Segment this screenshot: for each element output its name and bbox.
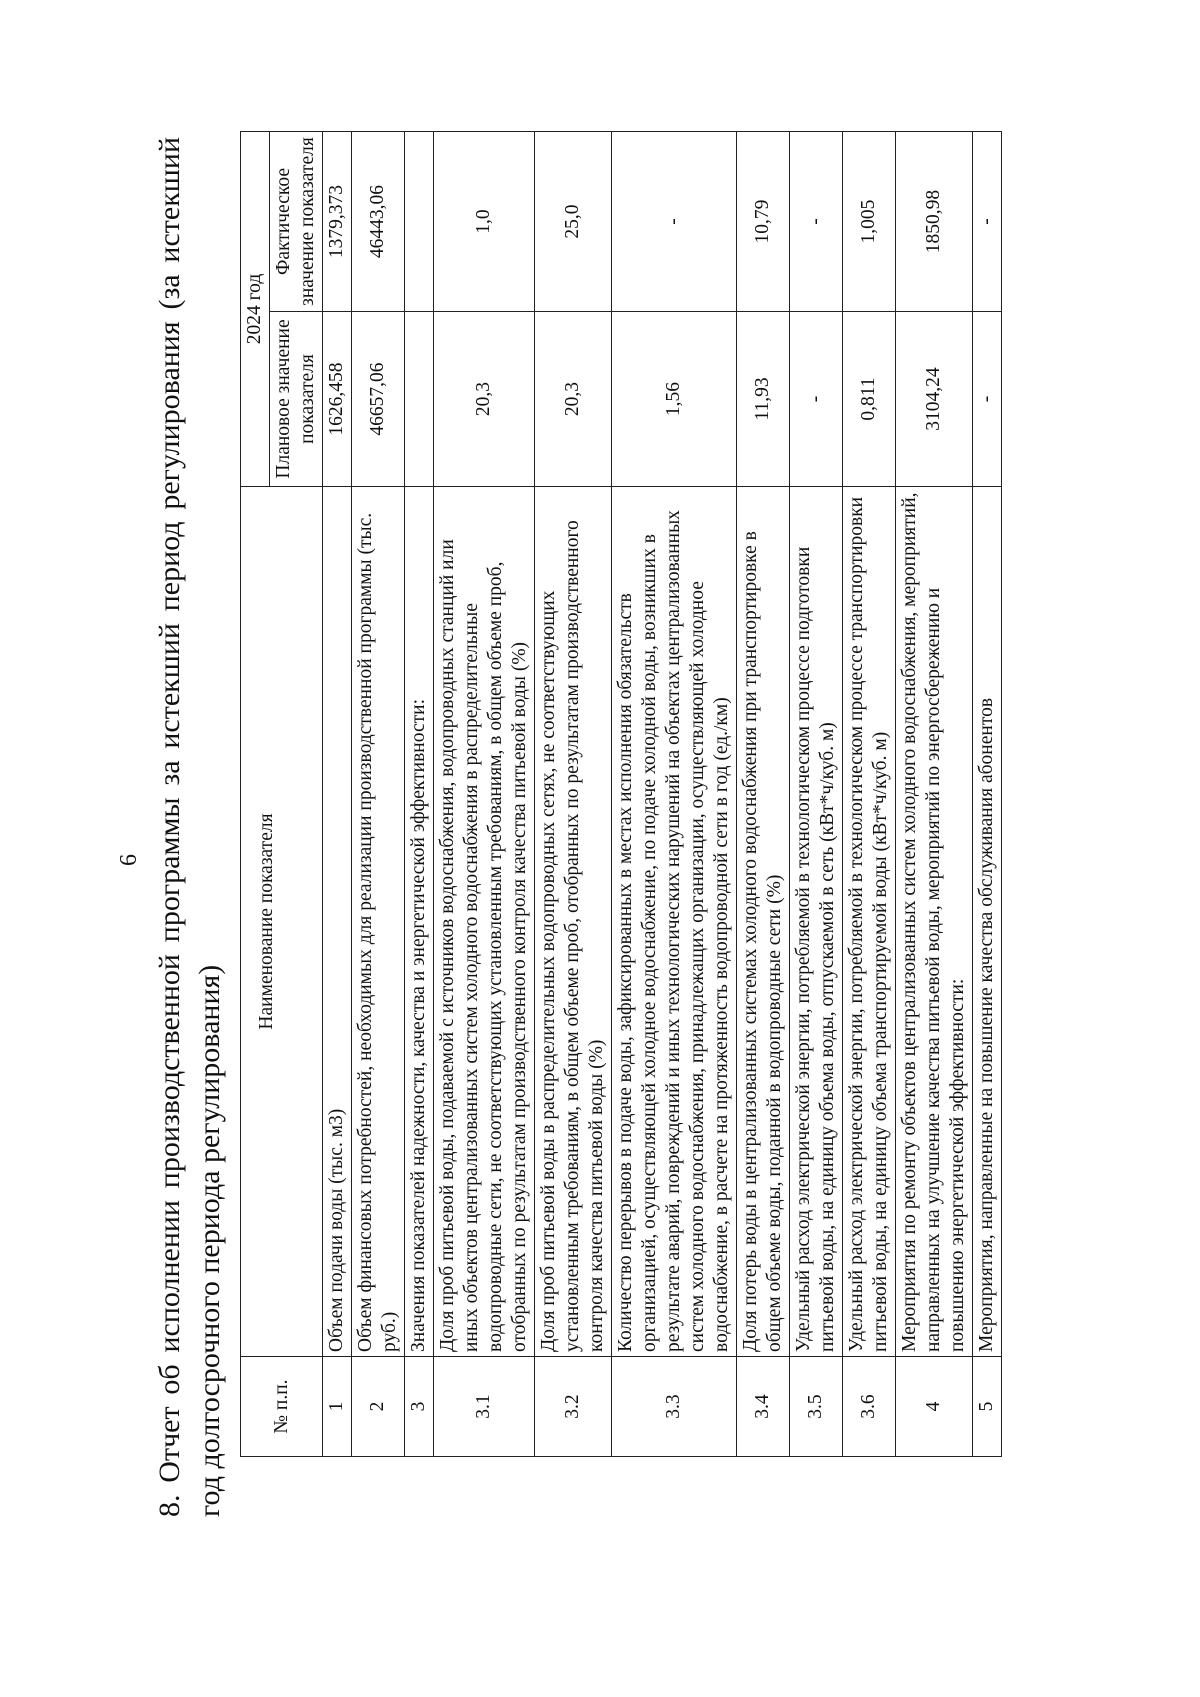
row-num: 3.1 [434,1357,535,1457]
row-plan: - [790,312,843,487]
row-plan: 0,811 [843,312,896,487]
table-row [790,132,843,1457]
table-row [973,132,1002,1457]
header-row-1 [241,132,270,1457]
row-name: Объем подачи воды (тыс. м3) [323,487,352,1357]
row-num: 3.3 [612,1357,737,1457]
table-row [434,132,535,1457]
header-year: 2024 год [241,132,270,487]
row-num: 3.5 [790,1357,843,1457]
header-fact: Фактическое значение показателя [270,132,323,312]
row-num: 3 [405,1357,434,1457]
row-num: 3.4 [737,1357,790,1457]
row-num: 3.2 [535,1357,612,1457]
table-row [405,132,434,1457]
header-name: Наименование показателя [241,487,323,1357]
row-fact: 1379,373 [323,132,352,312]
row-name: Мероприятия, направленные на повышение качества обслуживания абонентов [973,487,1002,1357]
table-row [352,132,405,1457]
row-fact: 10,79 [737,132,790,312]
row-num: 1 [323,1357,352,1457]
row-plan: 20,3 [434,312,535,487]
table-row [843,132,896,1457]
table-row [535,132,612,1457]
row-fact: 1,005 [843,132,896,312]
table-row [737,132,790,1457]
table-row [323,132,352,1457]
row-name: Количество перерывов в подаче воды, зафиксированных в местах исполнения обязательств организацией, осуществляющей холодное водоснабжение, по подаче холодной воды, возникших в результате аварий, повреждений и иных технологических нарушений на объектах централизованных систем холодного водоснабжения, принадлежащих организации, осуществляющей холодное водоснабжение, в расчете на протяженность водопроводной сети в год (ед./км) [612,487,737,1357]
report-table [240,131,1002,1457]
table-row [896,132,973,1457]
row-fact: 46443,06 [352,132,405,312]
page-number: 6 [116,854,142,866]
row-name: Доля проб питьевой воды, подаваемой с источников водоснабжения, водопроводных станций или иных объектов централизованных систем холодного водоснабжения в распределительные водопроводные сети, не соответствующих установленным требованиям, в общем объеме проб, отобранных по результатам производственного контроля качества питьевой воды (%) [434,487,535,1357]
table-row [612,132,737,1457]
row-fact: 1850,98 [896,132,973,312]
row-num: 2 [352,1357,405,1457]
row-plan: 46657,06 [352,312,405,487]
row-plan: 11,93 [737,312,790,487]
row-plan: - [973,312,1002,487]
row-num: 5 [973,1357,1002,1457]
row-name: Удельный расход электрической энергии, потребляемой в технологическом процессе подготовки питьевой воды, на единицу объема воды, отпускаемой в сеть (кВт*ч/куб. м) [790,487,843,1357]
section-heading: 8. Отчет об исполнении производственной программы за истекший период регулирования (за истекший год долгосрочного периода регулирования) [153,137,226,1517]
row-num: 3.6 [843,1357,896,1457]
row-fact: - [973,132,1002,312]
row-fact: 25,0 [535,132,612,312]
row-plan: 20,3 [535,312,612,487]
row-name: Доля потерь воды в централизованных системах холодного водоснабжения при транспортировке в общем объеме воды, поданной в водопроводные сети (%) [737,487,790,1357]
row-fact [405,132,434,312]
header-plan: Плановое значение показателя [270,312,323,487]
row-plan [405,312,434,487]
row-fact: - [612,132,737,312]
row-name: Доля проб питьевой воды в распределительных водопроводных сетях, не соответствующих установленным требованиям, в общем объеме проб, отобранных по результатам производственного контроля качества питьевой воды (%) [535,487,612,1357]
row-fact: - [790,132,843,312]
row-plan: 3104,24 [896,312,973,487]
header-num: № п.п. [241,1357,323,1457]
row-fact: 1,0 [434,132,535,312]
row-name: Объем финансовых потребностей, необходимых для реализации производственной программы (тыс. руб.) [352,487,405,1357]
row-plan: 1626,458 [323,312,352,487]
row-plan: 1,56 [612,312,737,487]
row-name: Удельный расход электрической энергии, потребляемой в технологическом процессе транспортировки питьевой воды, на единицу объема транспортируемой воды (кВт*ч/куб. м) [843,487,896,1357]
row-name: Мероприятия по ремонту объектов централизованных систем холодного водоснабжения, мероприятий, направленных на улучшение качества питьевой воды, мероприятий по энергосбережению и повышению энергетической эффективности: [896,487,973,1357]
row-num: 4 [896,1357,973,1457]
row-name: Значения показателей надежности, качества и энергетической эффективности: [405,487,434,1357]
